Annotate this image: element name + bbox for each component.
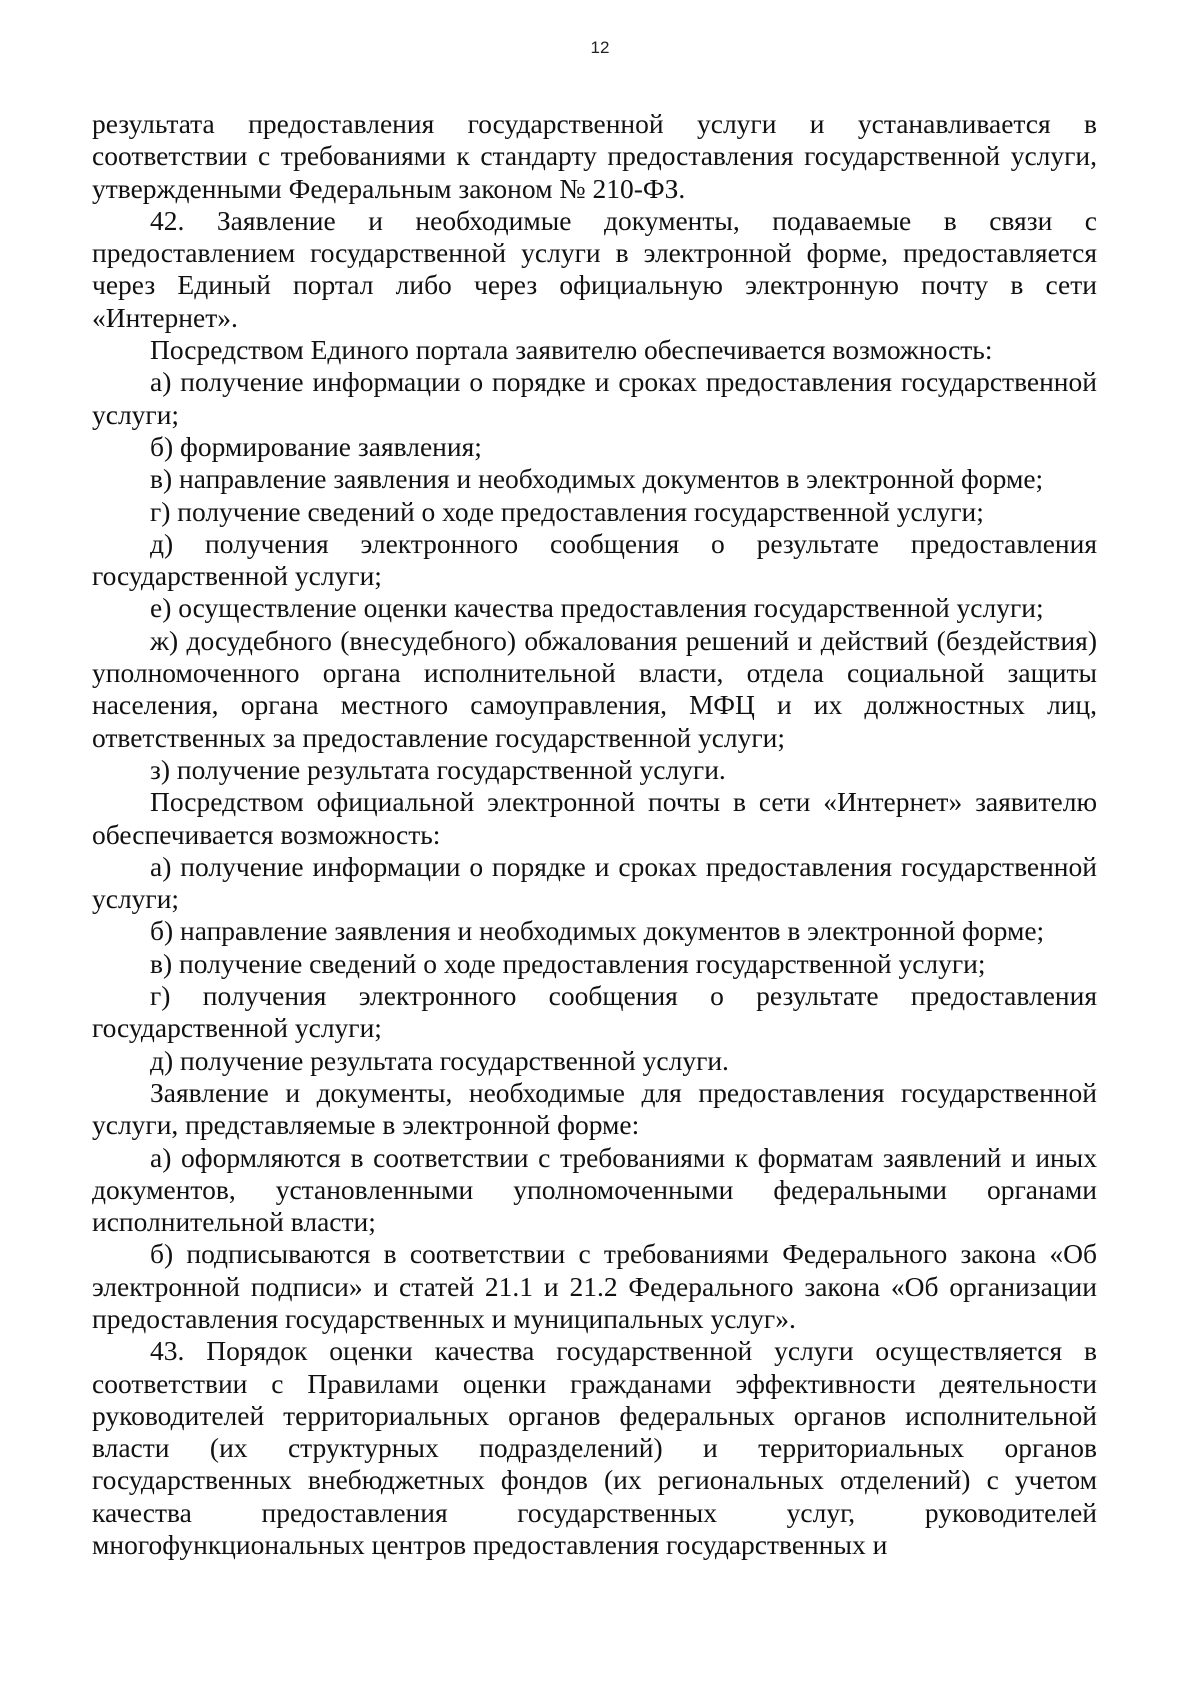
paragraph-42: 42. Заявление и необходимые документы, подаваемые в связи с предоставлением государственной услуги в электронной форме, предоставляется через Единый портал либо через официальную электронную почту в сети «Интернет». [92,204,1097,333]
list-item-email-c: в) получение сведений о ходе предоставления государственной услуги; [150,947,986,979]
document-body [92,108,1097,1561]
list-item-documents-b: б) подписываются в соответствии с требованиями Федерального закона «Об электронной подписи» и статей 21.1 и 21.2 Федерального закона «Об организации предоставления государственных и муниципальных услуг». [92,1238,1097,1334]
paragraph-continuation: результата предоставления государственной услуги и устанавливается в соответствии с требованиями к стандарту предоставления государственной услуги, утвержденными Федеральным законом № 210-ФЗ. [92,108,1097,204]
list-item-email-d: г) получения электронного сообщения о результате предоставления государственной услуги; [92,980,1097,1044]
page-number: 12 [590,38,610,57]
paragraph-43: 43. Порядок оценки качества государственной услуги осуществляется в соответствии с Правилами оценки гражданами эффективности деятельности руководителей территориальных органов федеральных органов исполнительной власти (их структурных подразделений) и территориальных органов государственных внебюджетных фондов (их региональных отделений) с учетом качества предоставления государственных услуг, руководителей многофункциональных центров предоставления государственных и [92,1335,1097,1561]
list-item-portal-b: б) формирование заявления; [150,430,482,462]
list-item-portal-a: а) получение информации о порядке и сроках предоставления государственной услуги; [92,366,1097,430]
list-item-portal-g: ж) досудебного (внесудебного) обжалования решений и действий (бездействия) уполномоченного органа исполнительной власти, отдела социальной защиты населения, органа местного самоуправления, МФЦ и их должностных лиц, ответственных за предоставление государственной услуги; [92,624,1097,753]
paragraph-documents-intro: Заявление и документы, необходимые для предоставления государственной услуги, представляемые в электронной форме: [92,1076,1097,1141]
paragraph-portal-intro: Посредством Единого портала заявителю обеспечивается возможность: [150,334,993,366]
paragraph-email-intro: Посредством официальной электронной почты в сети «Интернет» заявителю обеспечивается возможность: [92,786,1097,850]
list-item-documents-a: а) оформляются в соответствии с требованиями к форматам заявлений и иных документов, установленными уполномоченными федеральными органами исполнительной власти; [92,1141,1097,1238]
list-item-portal-e: д) получения электронного сообщения о результате предоставления государственной услуги; [92,527,1097,592]
list-item-portal-h: з) получение результата государственной услуги. [150,753,726,785]
list-item-email-b: б) направление заявления и необходимых документов в электронной форме; [150,915,1045,947]
list-item-portal-f: е) осуществление оценки качества предоставления государственной услуги; [150,592,1044,624]
list-item-portal-d: г) получение сведений о ходе предоставления государственной услуги; [150,495,984,527]
list-item-email-a: а) получение информации о порядке и сроках предоставления государственной услуги; [92,850,1097,915]
list-item-portal-c: в) направление заявления и необходимых документов в электронной форме; [150,463,1044,495]
list-item-email-e: д) получение результата государственной услуги. [150,1044,729,1076]
